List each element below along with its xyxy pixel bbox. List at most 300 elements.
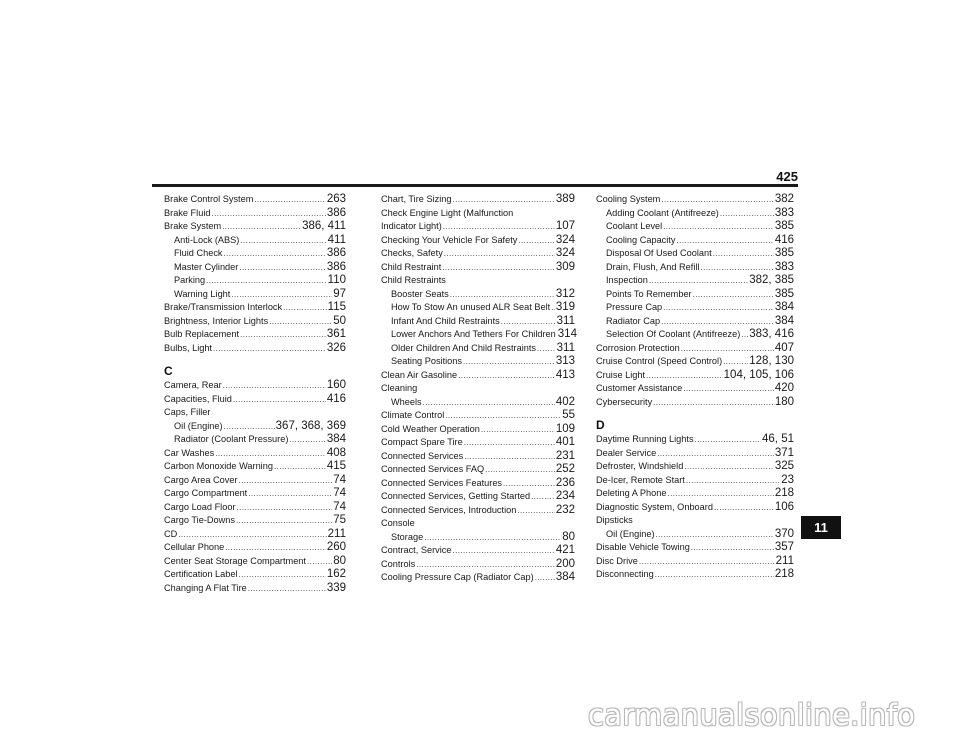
index-subentry: [596, 207, 794, 221]
dot-leader: [663, 301, 774, 315]
index-group-heading: Caps, Filler: [164, 407, 211, 417]
entry-term: Bulbs, Light: [164, 342, 213, 353]
entry-pages: 361: [326, 328, 346, 340]
dot-leader: [464, 436, 555, 450]
index-subentry: [164, 234, 346, 248]
index-subentry: [164, 274, 346, 288]
index-entry: [381, 193, 575, 207]
entry-pages: 50: [333, 314, 346, 327]
index-entry: [164, 301, 346, 315]
entry-term: Disposal Of Used Coolant: [606, 248, 712, 258]
entry-pages: 97: [333, 287, 346, 300]
dot-leader: [661, 315, 774, 329]
entry-term: Connected Services, Getting Started: [381, 491, 531, 501]
index-entry: [381, 571, 575, 585]
entry-term: Certification Label: [164, 569, 238, 579]
dot-leader: [233, 393, 326, 407]
entry-pages: 180: [774, 395, 794, 408]
dot-leader: [445, 409, 561, 423]
index-entry: [381, 261, 575, 275]
entry-term: Selection Of Coolant (Antifreeze): [606, 329, 741, 339]
dot-leader: [269, 315, 332, 329]
index-entry: [596, 355, 794, 369]
index-entry: [164, 379, 346, 393]
dot-leader: [222, 220, 301, 234]
entry-pages: 402: [555, 395, 575, 408]
entry-term: Inspection: [606, 275, 648, 285]
entry-term: Carbon Monoxide Warning: [164, 461, 273, 471]
entry-pages: 263: [326, 193, 346, 205]
entry-pages: 407: [774, 341, 794, 354]
index-letter-heading: D: [596, 418, 605, 432]
dot-leader: [423, 396, 555, 410]
dot-leader: [274, 460, 326, 474]
dot-leader: [683, 382, 774, 396]
dot-leader: [225, 541, 326, 555]
dot-leader: [223, 379, 326, 393]
entry-term: Cooling Capacity: [606, 234, 676, 245]
dot-leader: [517, 504, 554, 518]
dot-leader: [178, 528, 326, 542]
entry-pages: 385: [774, 287, 794, 300]
index-entry: [164, 342, 346, 356]
entry-term: Points To Remember: [606, 288, 692, 299]
index-entry: [596, 382, 794, 396]
index-subentry: [596, 247, 794, 261]
index-group-heading: Dipsticks: [596, 515, 633, 525]
dot-leader: [464, 450, 555, 464]
entry-term: Brake Fluid: [164, 207, 211, 218]
dot-leader: [535, 571, 555, 585]
entry-term: Fluid Check: [174, 248, 223, 258]
entry-pages: 408: [326, 446, 346, 459]
index-entry: [164, 220, 346, 234]
entry-pages: 384: [774, 314, 794, 327]
dot-leader: [442, 261, 555, 275]
index-subentry: [596, 261, 794, 275]
dot-leader: [211, 207, 325, 221]
dot-leader: [481, 423, 555, 437]
index-entry: [381, 544, 575, 558]
section-tab[interactable]: 11: [801, 516, 841, 539]
index-subentry: [596, 301, 794, 315]
index-entry: [381, 436, 575, 450]
dot-leader: [239, 474, 333, 488]
index-column-2: [381, 193, 575, 585]
index-entry: [164, 393, 346, 407]
entry-term: Brightness, Interior Lights: [164, 315, 269, 326]
entry-term: Climate Control: [381, 410, 445, 420]
index-subentry: [596, 528, 794, 542]
dot-leader: [653, 396, 774, 410]
entry-pages: 384: [326, 433, 346, 445]
entry-pages: 384: [774, 301, 794, 313]
entry-pages: 382: [774, 193, 794, 205]
entry-pages: 311: [556, 314, 575, 327]
index-entry: [164, 514, 346, 528]
dot-leader: [695, 433, 761, 447]
dot-leader: [224, 420, 275, 434]
entry-term: Disc Drive: [596, 555, 638, 566]
index-entry: [381, 234, 575, 248]
dot-leader: [720, 207, 774, 221]
entry-term: Connected Services, Introduction: [381, 504, 517, 515]
index-column-1: [164, 193, 346, 595]
entry-term: Cooling System: [596, 194, 661, 204]
entry-pages: 385: [774, 247, 794, 259]
entry-pages: 106: [774, 500, 794, 513]
dot-leader: [237, 501, 333, 515]
index-entry: [164, 447, 346, 461]
dot-leader: [691, 541, 774, 555]
entry-term: Pressure Cap: [606, 302, 663, 312]
index-entry: [381, 220, 575, 234]
entry-pages: 74: [333, 487, 346, 499]
index-subentry: [164, 261, 346, 275]
entry-term: Cargo Load Floor: [164, 501, 236, 512]
entry-pages: 386: [326, 206, 346, 219]
dot-leader: [723, 355, 748, 369]
dot-leader: [239, 261, 325, 275]
index-subentry: [164, 247, 346, 261]
entry-pages: 234: [555, 490, 575, 502]
dot-leader: [684, 460, 773, 474]
entry-term: Center Seat Storage Compartment: [164, 555, 306, 566]
index-entry: [596, 541, 794, 555]
index-entry: [164, 568, 346, 582]
entry-term: Older Children And Child Restraints: [391, 342, 537, 353]
index-subentry: [381, 328, 575, 342]
entry-pages: 312: [555, 287, 575, 300]
dot-leader: [713, 247, 774, 261]
dot-leader: [458, 369, 555, 383]
dot-leader: [450, 288, 555, 302]
index-subentry: [381, 355, 575, 369]
entry-pages: 252: [555, 463, 575, 475]
entry-pages: 80: [562, 530, 575, 543]
index-entry: [596, 487, 794, 501]
index-entry: [164, 501, 346, 515]
entry-pages: 109: [555, 422, 575, 435]
entry-term: Coolant Level: [606, 221, 663, 231]
entry-term: CD: [164, 528, 178, 539]
entry-term: Cargo Area Cover: [164, 474, 238, 485]
entry-term: Camera, Rear: [164, 380, 222, 390]
index-letter-heading: C: [164, 364, 173, 378]
entry-term: Anti-Lock (ABS): [174, 234, 240, 245]
entry-pages: 383, 416: [749, 328, 794, 340]
index-entry: [164, 315, 346, 329]
index-entry: [596, 447, 794, 461]
entry-term: Diagnostic System, Onboard: [596, 501, 713, 512]
index-subentry: [596, 220, 794, 234]
dot-leader: [236, 514, 332, 528]
dot-leader: [444, 247, 555, 261]
dot-leader: [452, 193, 554, 207]
dot-leader: [693, 288, 774, 302]
index-subentry: [164, 433, 346, 447]
entry-term: Connected Services FAQ: [381, 464, 485, 474]
index-entry: [596, 501, 794, 515]
entry-pages: 128, 130: [749, 355, 794, 367]
entry-pages: 80: [333, 554, 346, 567]
entry-term: Dealer Service: [596, 447, 657, 458]
dot-leader: [518, 234, 554, 248]
dot-leader: [656, 528, 774, 542]
entry-pages: 401: [555, 436, 575, 448]
entry-pages: 75: [333, 514, 346, 526]
dot-leader: [443, 220, 555, 234]
entry-term: Brake System: [164, 221, 222, 231]
entry-pages: 232: [555, 503, 575, 516]
dot-leader: [213, 342, 326, 356]
index-column-3: [596, 193, 794, 582]
dot-leader: [452, 544, 554, 558]
index-entry: [596, 369, 794, 383]
dot-leader: [224, 247, 326, 261]
entry-term: Connected Services Features: [381, 477, 503, 488]
index-entry: [164, 528, 346, 542]
entry-pages: 218: [774, 487, 794, 499]
watermark: carmanualsonline.info: [588, 698, 916, 732]
dot-leader: [307, 555, 332, 569]
entry-pages: 110: [327, 274, 346, 286]
entry-term: De-Icer, Remote Start: [596, 474, 685, 485]
dot-leader: [655, 568, 774, 582]
index-entry: [381, 409, 575, 423]
entry-pages: 324: [555, 247, 575, 259]
entry-pages: 46, 51: [762, 433, 794, 445]
index-subentry: [596, 274, 794, 288]
entry-term: Adding Coolant (Antifreeze): [606, 207, 719, 218]
entry-term: Checking Your Vehicle For Safety: [381, 234, 518, 245]
entry-term: Disable Vehicle Towing: [596, 542, 690, 552]
index-entry: [164, 193, 346, 207]
entry-term: Infant And Child Restraints: [391, 315, 500, 326]
entry-pages: 23: [781, 473, 794, 486]
entry-term: Cold Weather Operation: [381, 423, 480, 434]
dot-leader: [551, 301, 555, 315]
entry-pages: 420: [774, 382, 794, 394]
entry-pages: 311: [556, 341, 575, 354]
dot-leader: [661, 193, 773, 207]
entry-term: Brake Control System: [164, 194, 254, 204]
index-entry: [596, 568, 794, 582]
index-subentry: [381, 396, 575, 410]
entry-pages: 415: [326, 460, 346, 472]
entry-term: Defroster, Windshield: [596, 461, 684, 471]
dot-leader: [501, 315, 556, 329]
entry-pages: 384: [555, 571, 575, 583]
index-entry: [164, 328, 346, 342]
index-entry: [381, 463, 575, 477]
entry-term: Cargo Compartment: [164, 488, 248, 498]
entry-term: Connected Services: [381, 450, 464, 461]
entry-pages: 314: [557, 328, 577, 340]
index-entry: [164, 555, 346, 569]
index-subentry: [381, 342, 575, 356]
index-entry: [164, 541, 346, 555]
dot-leader: [668, 487, 774, 501]
index-entry: [596, 433, 794, 447]
index-subentry: [596, 234, 794, 248]
index-entry: [596, 555, 794, 569]
index-entry: [381, 369, 575, 383]
index-subentry: [381, 315, 575, 329]
dot-leader: [649, 274, 748, 288]
dot-leader: [681, 342, 774, 356]
entry-term: Disconnecting: [596, 569, 654, 579]
entry-pages: 382, 385: [749, 274, 794, 286]
entry-term: Radiator Cap: [606, 315, 661, 326]
dot-leader: [206, 274, 327, 288]
entry-pages: 115: [327, 301, 346, 313]
entry-pages: 74: [333, 473, 346, 486]
index-entry: [596, 342, 794, 356]
index-group-heading: Check Engine Light (Malfunction: [381, 207, 514, 218]
index-entry: [164, 474, 346, 488]
entry-pages: 385: [774, 220, 794, 232]
entry-pages: 357: [774, 541, 794, 553]
entry-term: Capacities, Fluid: [164, 393, 232, 404]
entry-term: Warning Light: [174, 288, 231, 299]
dot-leader: [537, 342, 556, 356]
entry-term: Brake/Transmission Interlock: [164, 302, 283, 312]
index-subentry: [164, 288, 346, 302]
entry-pages: 260: [326, 541, 346, 553]
entry-pages: 211: [775, 554, 794, 567]
entry-term: Cargo Tie-Downs: [164, 515, 235, 525]
entry-pages: 386: [326, 260, 346, 273]
entry-pages: 55: [562, 409, 575, 421]
entry-pages: 383: [774, 260, 794, 273]
dot-leader: [657, 447, 774, 461]
index-entry: [164, 207, 346, 221]
entry-pages: 309: [555, 260, 575, 273]
entry-term: Daytime Running Lights: [596, 434, 694, 444]
entry-pages: 411: [327, 233, 346, 246]
entry-pages: 218: [774, 568, 794, 580]
entry-pages: 367, 368, 369: [275, 419, 346, 432]
entry-pages: 416: [326, 392, 346, 405]
dot-leader: [503, 477, 555, 491]
entry-pages: 325: [774, 460, 794, 472]
entry-term: Customer Assistance: [596, 383, 683, 393]
entry-term: Storage: [391, 531, 424, 542]
entry-term: Parking: [174, 275, 206, 285]
dot-leader: [239, 568, 326, 582]
entry-term: Booster Seats: [391, 288, 449, 299]
dot-leader: [424, 531, 561, 545]
entry-term: Oil (Engine): [174, 420, 223, 431]
entry-term: Wheels: [391, 396, 422, 407]
entry-pages: 326: [326, 341, 346, 354]
index-entry: [164, 460, 346, 474]
entry-pages: 371: [774, 446, 794, 459]
index-subentry: [381, 531, 575, 545]
entry-pages: 107: [555, 220, 575, 232]
index-group-heading: Cleaning: [381, 383, 418, 393]
dot-leader: [215, 447, 326, 461]
entry-term: Cruise Control (Speed Control): [596, 356, 723, 366]
index-entry: [381, 477, 575, 491]
entry-pages: 389: [555, 193, 575, 205]
entry-pages: 74: [333, 500, 346, 513]
entry-pages: 211: [327, 527, 346, 540]
entry-term: Compact Spare Tire: [381, 437, 463, 447]
dot-leader: [463, 355, 555, 369]
entry-term: Oil (Engine): [606, 528, 655, 539]
entry-term: Cybersecurity: [596, 396, 653, 407]
entry-term: How To Stow An unused ALR Seat Belt: [391, 302, 551, 312]
entry-pages: 324: [555, 233, 575, 246]
dot-leader: [248, 487, 332, 501]
dot-leader: [289, 433, 325, 447]
entry-term: Clean Air Gasoline: [381, 369, 458, 380]
entry-pages: 104, 105, 106: [723, 368, 794, 381]
entry-pages: 313: [555, 355, 575, 367]
entry-pages: 231: [555, 449, 575, 462]
entry-pages: 160: [326, 379, 346, 391]
entry-term: Lower Anchors And Tethers For Children: [391, 329, 556, 339]
index-group-heading: Console: [381, 518, 415, 528]
index-subentry: [596, 315, 794, 329]
entry-term: Deleting A Phone: [596, 488, 667, 498]
entry-pages: 413: [555, 368, 575, 381]
index-subentry: [596, 328, 794, 342]
index-entry: [164, 582, 346, 596]
dot-leader: [714, 501, 774, 515]
entry-term: Cruise Light: [596, 369, 646, 380]
index-entry: [381, 423, 575, 437]
index-entry: [164, 487, 346, 501]
dot-leader: [686, 474, 780, 488]
dot-leader: [231, 288, 332, 302]
entry-pages: 386, 411: [302, 220, 346, 232]
entry-term: Contract, Service: [381, 545, 452, 555]
entry-pages: 162: [326, 568, 346, 580]
entry-term: Radiator (Coolant Pressure): [174, 434, 289, 444]
index-entry: [381, 490, 575, 504]
index-subentry: [381, 301, 575, 315]
dot-leader: [639, 555, 775, 569]
entry-pages: 416: [774, 233, 794, 246]
index-entry: [596, 460, 794, 474]
dot-leader: [676, 234, 773, 248]
header-rule: [152, 184, 798, 187]
dot-leader: [663, 220, 774, 234]
entry-pages: 319: [555, 301, 575, 313]
index-entry: [596, 193, 794, 207]
entry-term: Bulb Replacement: [164, 329, 240, 339]
index-entry: [381, 558, 575, 572]
entry-pages: 339: [326, 581, 346, 594]
dot-leader: [531, 490, 555, 504]
entry-term: Cooling Pressure Cap (Radiator Cap): [381, 572, 534, 582]
index-entry: [596, 474, 794, 488]
entry-pages: 370: [774, 527, 794, 540]
entry-term: Car Washes: [164, 447, 215, 458]
dot-leader: [700, 261, 773, 275]
dot-leader: [248, 582, 326, 596]
dot-leader: [240, 234, 326, 248]
entry-pages: 421: [555, 544, 575, 556]
index-subentry: [164, 420, 346, 434]
entry-pages: 383: [774, 206, 794, 219]
page-number: 425: [776, 169, 798, 184]
dot-leader: [741, 328, 748, 342]
entry-pages: 236: [555, 476, 575, 489]
